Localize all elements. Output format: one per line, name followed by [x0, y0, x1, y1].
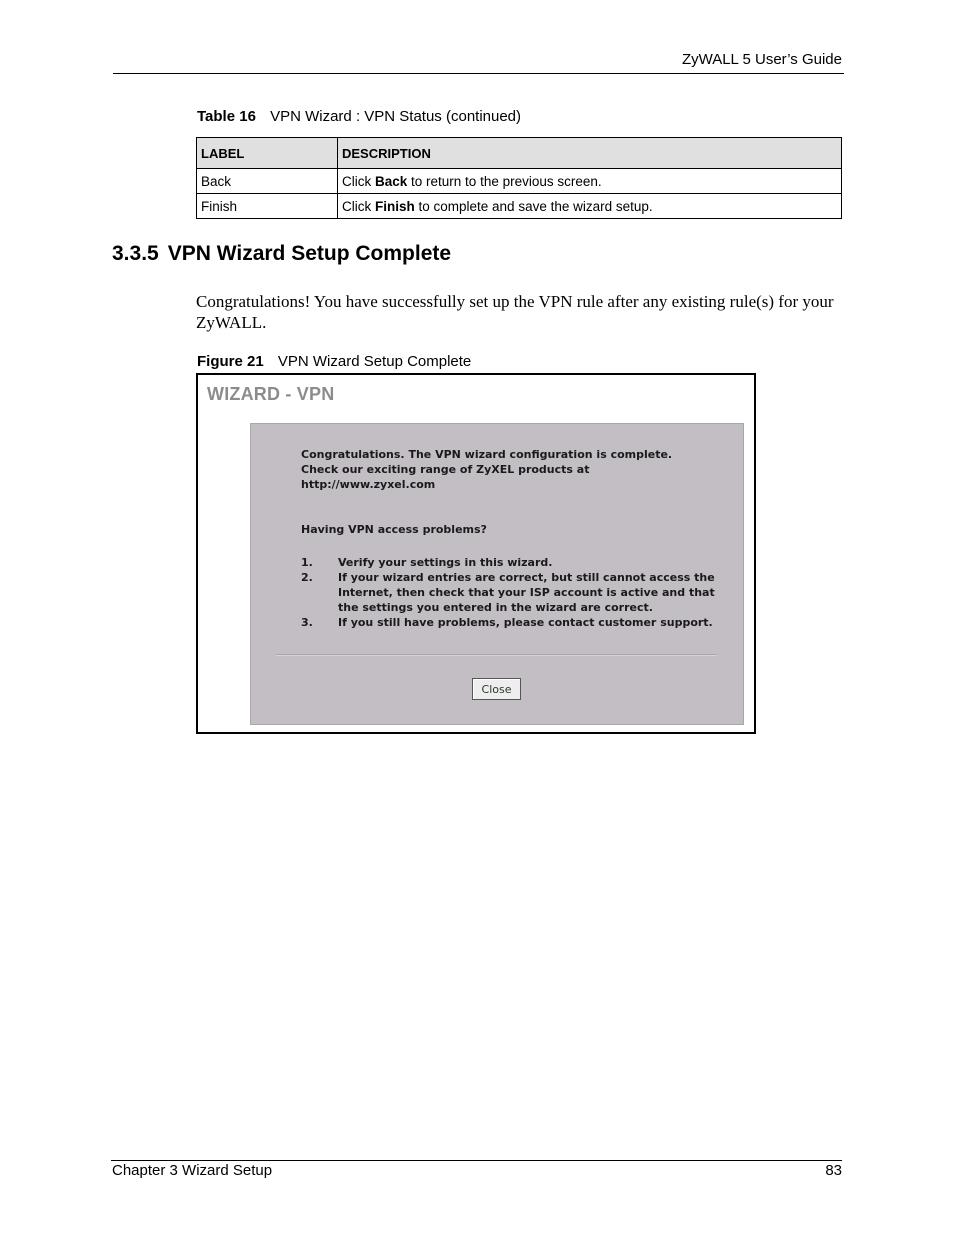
figure-caption	[197, 353, 471, 370]
panel-divider	[276, 654, 717, 656]
figure-caption-text: VPN Wizard Setup Complete	[277, 353, 472, 370]
keyword: Back	[375, 173, 408, 189]
troubleshooting-steps	[301, 555, 715, 630]
column-header-description: DESCRIPTION	[338, 138, 842, 169]
congratulations-message: Congratulations. The VPN wizard configuration is complete. Check our exciting range of ZyXEL products at http://www.zyxel.com	[301, 448, 673, 491]
table-header-row	[197, 138, 842, 169]
wizard-screenshot	[196, 373, 756, 734]
list-item: 1. Verify your settings in this wizard.	[301, 556, 553, 569]
zyxel-url: http://www.zyxel.com	[301, 478, 436, 491]
table-row	[197, 169, 842, 194]
list-item: 3. If you still have problems, please contact customer support.	[301, 616, 713, 629]
page-header-title: ZyWALL 5 User’s Guide	[681, 51, 842, 68]
wizard-panel	[250, 423, 744, 725]
page-number: 83	[825, 1162, 842, 1179]
header-rule	[113, 73, 844, 74]
table-caption-text: VPN Wizard : VPN Status (continued)	[270, 108, 522, 125]
description-table	[196, 137, 842, 219]
footer-chapter: Chapter 3 Wizard Setup	[112, 1162, 273, 1179]
list-item: 2. If your wizard entries are correct, but still cannot access the Internet, then check that your ISP account is active and that the settings you entered in the wizard are correct.	[301, 571, 715, 614]
table-row	[197, 194, 842, 219]
footer-rule	[111, 1160, 842, 1161]
column-header-label: LABEL	[197, 138, 338, 169]
table-caption-label: Table 16	[197, 108, 256, 125]
section-title: VPN Wizard Setup Complete	[167, 242, 452, 265]
keyword: Finish	[375, 198, 415, 214]
table-cell-description: Click Finish to complete and save the wizard setup.	[338, 194, 842, 219]
table-cell-description: Click Back to return to the previous screen.	[338, 169, 842, 194]
table-cell-label: Finish	[197, 194, 338, 219]
problems-heading: Having VPN access problems?	[301, 523, 487, 536]
table-cell-label: Back	[197, 169, 338, 194]
table-caption	[197, 108, 521, 125]
close-button[interactable]: Close	[472, 678, 521, 700]
figure-caption-label: Figure 21	[197, 353, 264, 370]
section-heading	[112, 242, 451, 266]
body-paragraph: Congratulations! You have successfully set up the VPN rule after any existing rule(s) for your ZyWALL.	[196, 292, 834, 332]
wizard-title: WIZARD - VPN	[207, 384, 335, 404]
section-number: 3.3.5	[112, 242, 159, 265]
